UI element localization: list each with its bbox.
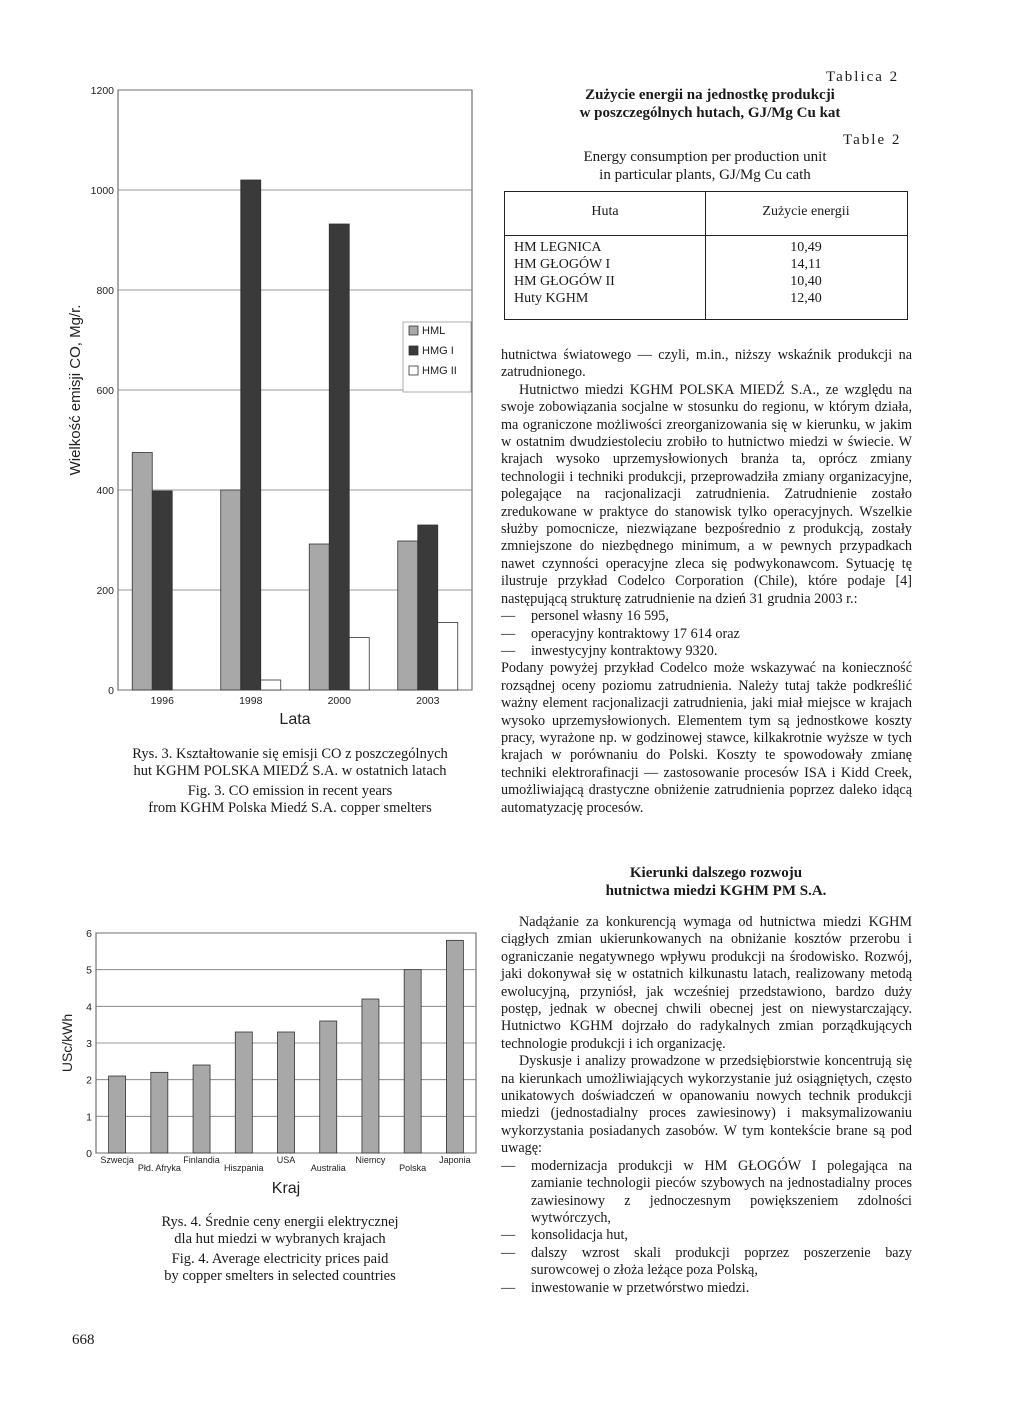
table-label-en: Table 2: [843, 132, 902, 148]
legend-swatch: [409, 346, 418, 355]
fig4-caption-en-1: Fig. 4. Average electricity prices paid: [171, 1251, 389, 1267]
fig4-caption-pl-2: dla hut miedzi w wybranych krajach: [174, 1231, 386, 1247]
bar-hmg-ii: [349, 638, 369, 691]
y-tick-label: 1000: [90, 185, 114, 197]
section-title-line-1: Kierunki dalszego rozwoju: [629, 865, 803, 881]
y-tick-label: 600: [96, 385, 114, 397]
bar: [362, 999, 379, 1153]
table-title-en-2: in particular plants, GJ/Mg Cu cath: [599, 167, 811, 183]
x-tick-label: Finlandia: [183, 1155, 220, 1165]
paragraph-1: hutnictwa światowego — czyli, m.in., niższy wskaźnik produkcji na zatrudnionego.: [501, 347, 912, 381]
y-axis-label: USc/kWh: [59, 1013, 75, 1073]
x-tick-label: 2000: [327, 695, 351, 707]
legend-label: HMG II: [422, 365, 457, 377]
y-tick-label: 800: [96, 285, 114, 297]
bar-hmg-ii: [438, 623, 458, 691]
directions-list: [501, 1158, 912, 1297]
list-item-text: inwestowanie w przetwórstwo miedzi.: [531, 1279, 750, 1296]
y-tick-label: 0: [86, 1148, 92, 1160]
legend-label: HML: [422, 325, 446, 337]
x-axis-label: Kraj: [271, 1180, 301, 1197]
y-tick-label: 200: [96, 585, 114, 597]
bar: [193, 1065, 210, 1153]
section-title: [501, 864, 931, 900]
y-tick-label: 6: [86, 928, 92, 940]
table-cell-name: HM GŁOGÓW I: [514, 257, 611, 272]
fig3-caption-pl-2: hut KGHM POLSKA MIEDŹ S.A. w ostatnich latach: [133, 763, 447, 779]
electricity-price-chart: [0, 915, 500, 1205]
table-label-pl: Tablica 2: [826, 69, 900, 85]
co-emission-chart: [0, 0, 500, 740]
table-cell-name: Huty KGHM: [514, 291, 589, 306]
table-row: [505, 239, 907, 256]
table-row: [505, 273, 907, 290]
table-cell-value: 12,40: [790, 291, 822, 306]
list-item: — inwestycyjny kontraktowy 9320.: [501, 642, 718, 659]
list-item-text: personel własny 16 595,: [531, 608, 669, 625]
y-tick-label: 1200: [90, 85, 114, 97]
legend-swatch: [409, 326, 418, 335]
bar: [446, 940, 463, 1153]
x-tick-label: Polska: [399, 1163, 427, 1173]
table-cell-name: HM GŁOGÓW II: [514, 274, 615, 289]
x-tick-label: 1996: [150, 695, 174, 707]
table-title-pl-2: w poszczególnych hutach, GJ/Mg Cu kat: [579, 105, 841, 121]
bar: [151, 1072, 168, 1153]
list-item: — inwestowanie w przetwórstwo miedzi.: [501, 1279, 750, 1296]
x-tick-label: Płd. Afryka: [137, 1163, 181, 1173]
bar: [320, 1021, 337, 1153]
bar-hmg-i: [329, 224, 349, 690]
bar: [235, 1032, 252, 1153]
x-tick-label: USA: [276, 1155, 296, 1165]
energy-table: [504, 191, 908, 320]
bar-hmg-i: [152, 491, 172, 690]
table-title-pl: [520, 86, 900, 122]
bar: [404, 970, 421, 1153]
table-header-energy: Zużycie energii: [762, 204, 850, 219]
table-title-en: [500, 148, 910, 184]
fig4-caption-pl-1: Rys. 4. Średnie ceny energii elektrycznej: [161, 1214, 399, 1230]
x-tick-label: Japonia: [439, 1155, 471, 1165]
bar-hml: [398, 541, 418, 690]
x-tick-label: Szwecja: [100, 1155, 134, 1165]
page-number: 668: [72, 1332, 95, 1348]
bar-hml: [132, 453, 152, 691]
list-item-text: operacyjny kontraktowy 17 614 oraz: [531, 625, 740, 642]
bar-hmg-i: [241, 180, 261, 690]
x-tick-label: Australia: [310, 1163, 346, 1173]
y-tick-label: 5: [86, 964, 92, 977]
x-tick-label: Hiszpania: [224, 1163, 264, 1173]
table-row: [505, 256, 907, 273]
bar-hml: [309, 544, 329, 690]
list-item: — dalszy wzrost skali produkcji poprzez poszerzenie bazy surowcowej o złoża leżące poza Polską,: [501, 1244, 912, 1279]
paragraph-3: Podany powyżej przykład Codelco może wskazywać na konieczność rozsądnej oceny poziomu zatrudnienia. Należy tutaj także podkreślić ważny element racjonalizacji zatrudnienia, jaki miał miejsce w krajach wysoko uprzemysłowionych. Elementem tym są jednostkowe koszty pracy, wyrażone np. w godzinowej stawce, kilkakrotnie wyższe w tych krajach w porównaniu do Polski. Koszty te spowodowały zmianę techniki elektrorafinacji — zastosowanie procesów ISA i Kidd Creek, umożliwiającą drastyczne obniżenie zatrudnienia poprzez daleko idącą automatyzację procesów.: [501, 660, 912, 816]
paragraph-2: Hutnictwo miedzi KGHM POLSKA MIEDŹ S.A., ze względu na swoje zobowiązania socjalne w stosunku do regionu, w którym działa, ma ograniczone możliwości zreorganizowania się w kierunku, w jakim w ostatnim dwudziestoleciu zrobiło to hutnictwo miedzi w świecie. W krajach wysoko uprzemysłowionych branża ta, oprócz zmiany technologii i techniki produkcji, przeprowadziła zmiany organizacyjne, polegające na racjonalizacji zatrudnienia. Zatrudnienie zostało zredukowane w praktyce do stanowisk tylko operacyjnych. Wszelkie służby pomocnicze, niezwiązane bezpośrednio z produkcją, zostały zmniejszone do niezbędnego minimum, a w pewnych przypadkach nawet czynności operacyjne zleca się podwykonawcom. Sytuację tę ilustruje przykład Codelco Corporation (Chile), które podaje [4] następującą strukturę zatrudnienie na dzień 31 grudnia 2003 r.:: [501, 381, 912, 607]
list-item-text: modernizacja produkcji w HM GŁOGÓW I polegająca na zamianie technologii pieców szybowych na jednostadialny proces zawiesinowy z jednoczesnym powiększeniem zdolności wytwórczych,: [531, 1157, 912, 1226]
list-item-text: dalszy wzrost skali produkcji poprzez poszerzenie bazy surowcowej o złoża leżące poza Polską,: [531, 1244, 912, 1279]
bar-hml: [221, 490, 241, 690]
y-tick-label: 1: [86, 1111, 92, 1124]
list-item: — personel własny 16 595,: [501, 608, 669, 625]
y-tick-label: 3: [86, 1038, 92, 1050]
body-text-upper: [501, 347, 912, 817]
legend-swatch: [409, 366, 418, 375]
bar: [109, 1076, 126, 1153]
legend-label: HMG I: [422, 345, 454, 357]
fig3-caption-pl-1: Rys. 3. Kształtowanie się emisji CO z poszczególnych: [132, 746, 448, 762]
table-header-huta: Huta: [591, 204, 619, 219]
table-header-row: [505, 192, 907, 236]
fig4-caption: [60, 1214, 500, 1285]
table-cell-value: 14,11: [790, 257, 822, 272]
paragraph-5: Dyskusje i analizy prowadzone w przedsiębiorstwie koncentrują się na kierunkach umożliwiających wykorzystanie już osiągniętych, często unikatowych doświadczeń w opanowaniu nowych technik produkcji miedzi (jednostadialny proces zawiesinowy) i maksymalizowaniu wykorzystania posiadanych zasobów. W tym kontekście brane są pod uwagę:: [501, 1053, 912, 1157]
fig3-caption-en-1: Fig. 3. CO emission in recent years: [187, 783, 393, 799]
y-tick-label: 0: [108, 685, 114, 697]
y-axis-label: Wielkość emisji CO, Mg/r.: [67, 304, 84, 476]
table-title-en-1: Energy consumption per production unit: [583, 149, 827, 165]
table-cell-value: 10,49: [790, 240, 822, 255]
bar: [278, 1032, 295, 1153]
table-body: [505, 239, 907, 307]
list-item: — operacyjny kontraktowy 17 614 oraz: [501, 625, 740, 642]
bar-hmg-ii: [261, 680, 281, 690]
y-tick-label: 2: [86, 1074, 92, 1087]
table-title-pl-1: Zużycie energii na jednostkę produkcji: [585, 87, 835, 103]
fig4-caption-en-2: by copper smelters in selected countries: [164, 1268, 396, 1284]
table-cell-value: 10,40: [790, 274, 822, 289]
list-item: — modernizacja produkcji w HM GŁOGÓW I polegająca na zamianie technologii pieców szybowych na jednostadialny proces zawiesinowy z jednoczesnym powiększeniem zdolności wytwórczych,: [501, 1157, 912, 1226]
y-tick-label: 400: [96, 485, 114, 497]
employment-list: [501, 608, 912, 660]
bar-hmg-i: [418, 525, 438, 690]
paragraph-4: Nadążanie za konkurencją wymaga od hutnictwa miedzi KGHM ciągłych zmian ukierunkowanych na obniżanie kosztów przerobu i ograniczanie negatywnego wpływu produkcji na środowisko. Rozwój, jaki dokonywał się w ostatnich kilkunastu latach, realizowany metodą ewolucyjną, przyniósł, jak wcześniej przedstawiono, bardzo duży postęp, jednak w obecnej chwili obecnej jest on niewystarczający. Hutnictwo KGHM dojrzało do radykalnych zmian porządkujących technologie produkcji i ich organizację.: [501, 914, 912, 1052]
fig3-caption: [70, 746, 510, 817]
list-item: — konsolidacja hut,: [501, 1227, 628, 1244]
x-tick-label: 1998: [239, 695, 263, 707]
y-tick-label: 4: [86, 1001, 92, 1014]
list-item-text: inwestycyjny kontraktowy 9320.: [531, 642, 718, 659]
x-axis-label: Lata: [279, 711, 311, 728]
x-tick-label: 2003: [416, 695, 440, 707]
fig3-caption-en-2: from KGHM Polska Miedź S.A. copper smelters: [148, 800, 432, 816]
list-item-text: konsolidacja hut,: [531, 1227, 628, 1244]
section-title-line-2: hutnictwa miedzi KGHM PM S.A.: [605, 883, 827, 899]
body-text-lower: [501, 914, 912, 1297]
table-row: [505, 290, 907, 307]
x-tick-label: Niemcy: [355, 1155, 386, 1165]
table-cell-name: HM LEGNICA: [514, 240, 602, 255]
